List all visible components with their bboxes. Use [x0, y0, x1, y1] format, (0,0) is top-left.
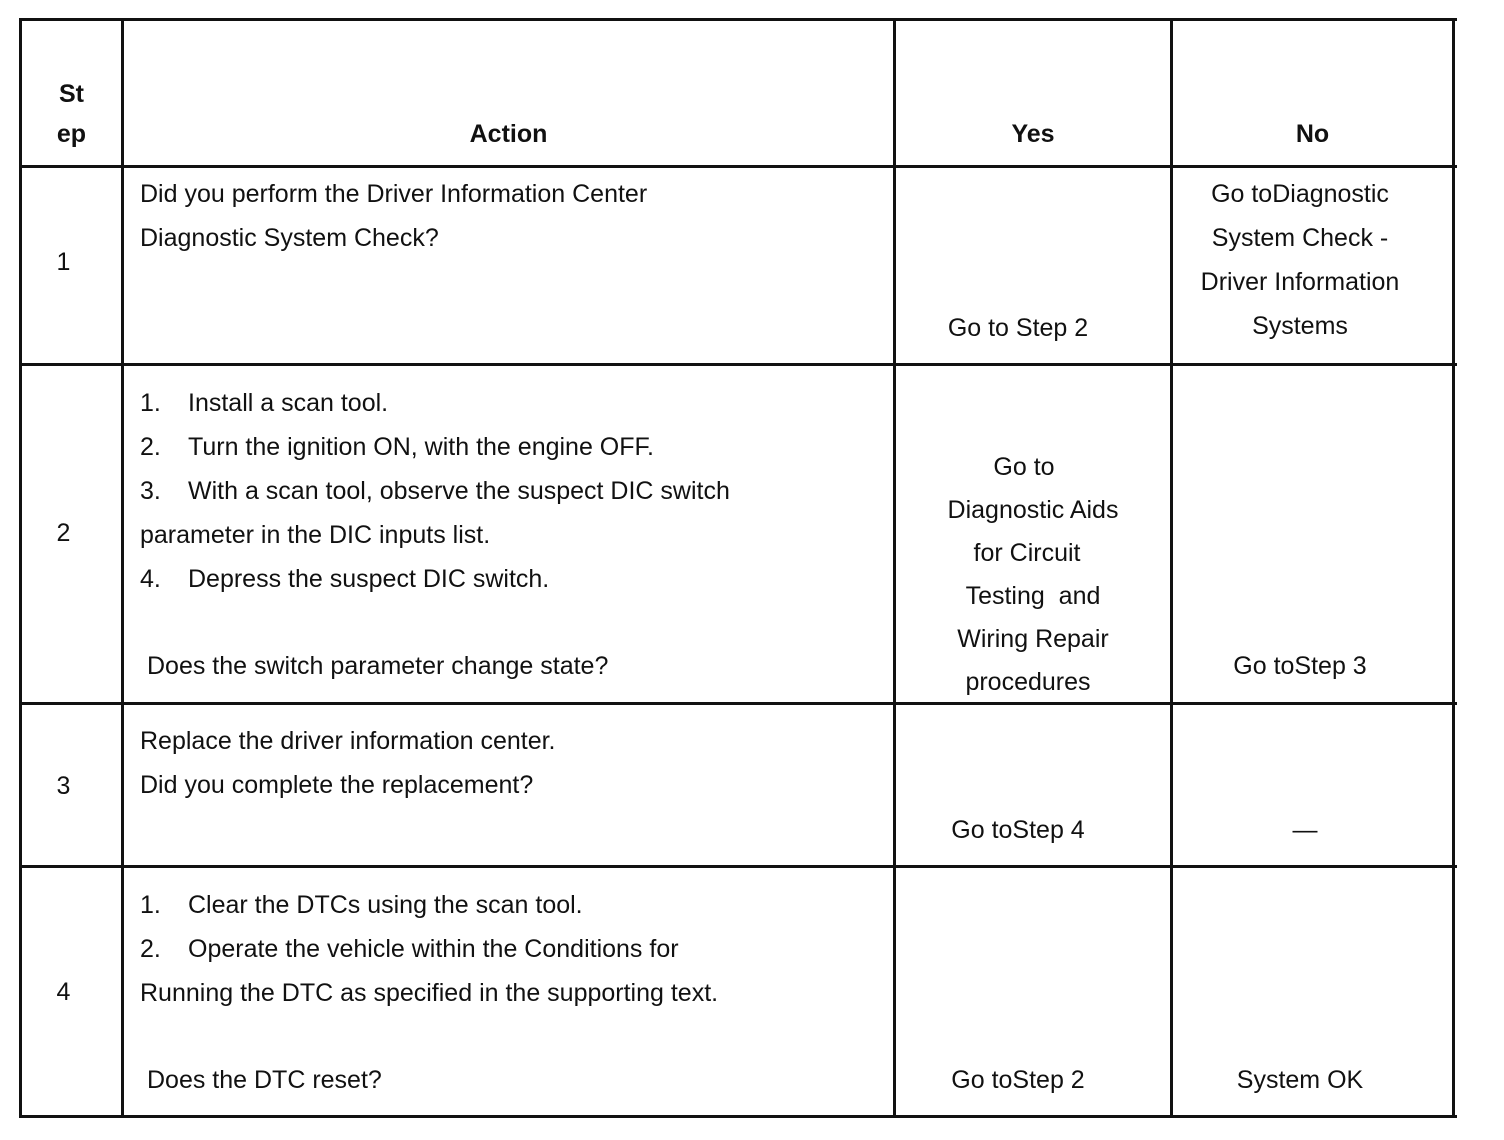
row1-no-line2: System Check - [1211, 224, 1389, 252]
row2-item-2-text: Turn the ignition ON, with the engine OFF. [188, 433, 654, 461]
row1-no-line4: Systems [1252, 312, 1348, 340]
row1-no-line1: Go toDiagnostic [1211, 180, 1389, 208]
row4-no: System OK [1236, 1066, 1364, 1094]
row4-step: 4 [56, 978, 71, 1006]
row4-yes: Go toStep 2 [951, 1066, 1085, 1094]
row4-question: Does the DTC reset? [147, 1066, 382, 1094]
row2-item-2 [140, 425, 730, 469]
row2-yes-line5: Wiring Repair [957, 625, 1109, 653]
row2-item-3-number: 3. [140, 477, 161, 505]
row4-action [140, 883, 718, 1015]
row4-item-1-number: 1. [140, 891, 161, 919]
row2-item-4-number: 4. [140, 565, 161, 593]
row2-continuation: parameter in the DIC inputs list. [140, 521, 491, 549]
row4-item-2 [140, 927, 718, 971]
row2-item-4-text: Depress the suspect DIC switch. [188, 565, 550, 593]
row2-yes-line1: Go to [993, 453, 1055, 481]
row2-step: 2 [56, 519, 71, 547]
row2-item-3 [140, 469, 730, 513]
header-step-line1: St [59, 80, 84, 108]
row3-no: — [1292, 816, 1318, 844]
row1-step: 1 [56, 248, 71, 276]
header-step-line2: ep [56, 120, 87, 148]
table-border-right [1452, 18, 1455, 1118]
row2-item-1-number: 1. [140, 389, 161, 417]
row2-no: Go toStep 3 [1233, 652, 1367, 680]
row2-item-4 [140, 557, 730, 601]
row2-item-1 [140, 381, 730, 425]
row2-yes-line6: procedures [965, 668, 1091, 696]
row2-yes-line4: Testing and [965, 582, 1101, 610]
row-divider-2 [19, 702, 1457, 705]
table-border-top [19, 18, 1457, 21]
row1-no [1173, 172, 1427, 348]
column-divider-step [121, 18, 124, 1118]
row1-action-line1: Did you perform the Driver Information Center [140, 180, 648, 208]
row2-yes [896, 446, 1170, 704]
row3-yes: Go toStep 4 [951, 816, 1085, 844]
row1-action-line2: Diagnostic System Check? [140, 224, 439, 252]
row4-item-2-number: 2. [140, 935, 161, 963]
row-divider-3 [19, 865, 1457, 868]
header-action: Action [469, 120, 548, 148]
header-yes: Yes [1011, 120, 1055, 148]
row2-item-2-number: 2. [140, 433, 161, 461]
row4-continuation: Running the DTC as specified in the supporting text. [140, 979, 719, 1007]
row3-action-line1: Replace the driver information center. [140, 727, 556, 755]
row2-yes-line2: Diagnostic Aids [947, 496, 1119, 524]
header-no: No [1295, 120, 1330, 148]
row2-yes-line3: for Circuit [973, 539, 1081, 567]
row2-action [140, 381, 730, 601]
table-border-bottom [19, 1115, 1457, 1118]
table-border-left [19, 18, 22, 1118]
row3-action-line2: Did you complete the replacement? [140, 771, 534, 799]
row-divider-1 [19, 363, 1457, 366]
row3-action [140, 719, 556, 807]
row3-step: 3 [56, 772, 71, 800]
header-step [22, 74, 121, 154]
row1-no-line3: Driver Information [1200, 268, 1400, 296]
row2-question: Does the switch parameter change state? [147, 652, 609, 680]
row4-item-2-text: Operate the vehicle within the Conditions for [188, 935, 679, 963]
row4-item-1 [140, 883, 718, 927]
row2-item-1-text: Install a scan tool. [188, 389, 389, 417]
row4-item-1-text: Clear the DTCs using the scan tool. [188, 891, 583, 919]
diagnostic-table [19, 18, 1455, 1118]
row2-item-3-text: With a scan tool, observe the suspect DIC switch [188, 477, 730, 505]
row-divider-header [19, 165, 1457, 168]
row1-action [140, 172, 647, 260]
row1-yes: Go to Step 2 [947, 314, 1089, 342]
